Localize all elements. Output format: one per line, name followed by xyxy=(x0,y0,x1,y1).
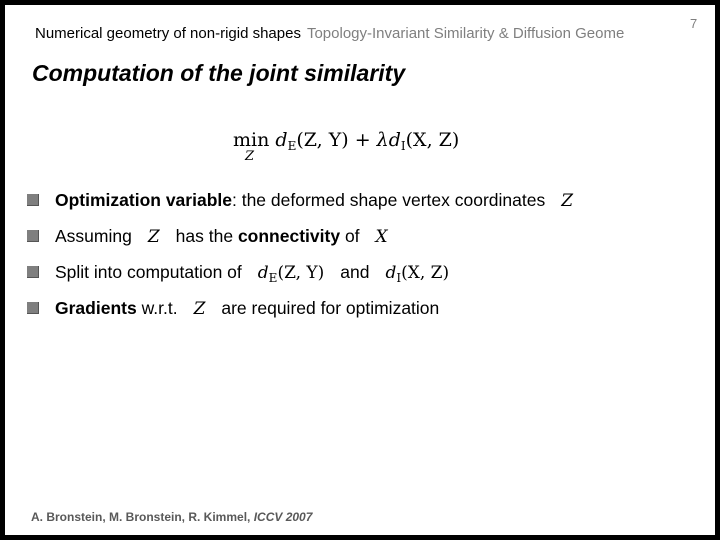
math-d-i: $d_I(X$, Z) xyxy=(385,263,450,285)
bullet-bold-term: Optimization variable xyxy=(55,190,232,210)
d-e-subscript: E xyxy=(287,139,297,153)
slide xyxy=(5,5,715,535)
footer-venue: ICCV 2007 xyxy=(253,510,313,524)
bullet-text: : the deformed shape vertex coordinates xyxy=(231,190,546,210)
bullet-bold-term: Gradients xyxy=(55,298,137,318)
course-title: Numerical geometry of non-rigid shapes xyxy=(35,25,301,42)
math-z: Z xyxy=(193,299,206,319)
bullet-text: Split into computation of xyxy=(55,262,242,282)
joint-similarity-formula xyxy=(233,129,460,164)
d-i-arguments: (X, Z) xyxy=(405,129,460,151)
slide-footer xyxy=(31,510,312,524)
d-i-symbol: d xyxy=(388,129,401,151)
bullet-text: and xyxy=(340,262,370,282)
bullet-text: has the xyxy=(175,226,234,246)
square-bullet-icon xyxy=(27,266,39,278)
footer-authors: A. Bronstein, M. Bronstein, R. Kimmel, xyxy=(31,510,251,524)
min-operator: min Z xyxy=(233,129,270,164)
math-x: X xyxy=(375,227,388,247)
math-z: Z xyxy=(561,191,574,211)
bullet-text: of xyxy=(344,226,360,246)
math-z: Z xyxy=(147,227,160,247)
d-i-subscript: I xyxy=(400,139,406,153)
square-bullet-icon xyxy=(27,194,39,206)
d-e-symbol: d xyxy=(275,129,288,151)
page-number: 7 xyxy=(690,16,698,31)
bullet-text: are required for optimization xyxy=(221,298,440,318)
bullet-bold-term: connectivity xyxy=(237,226,341,246)
math-d-e: $d_E(Z$, Y) xyxy=(257,263,325,285)
min-subscript: Z xyxy=(245,149,255,164)
bullet-text: Assuming xyxy=(55,226,132,246)
slide-title: Computation of the joint similarity xyxy=(32,60,406,86)
square-bullet-icon xyxy=(27,230,39,242)
square-bullet-icon xyxy=(27,302,39,314)
bullet-text: w.r.t. xyxy=(141,298,178,318)
slide-header xyxy=(35,25,624,42)
d-e-arguments: (Z, Y) xyxy=(296,129,349,151)
section-title: Topology-Invariant Similarity & Diffusion Geome xyxy=(306,25,625,42)
plus-sign: + xyxy=(348,129,377,151)
lambda-symbol: λ xyxy=(376,129,389,151)
